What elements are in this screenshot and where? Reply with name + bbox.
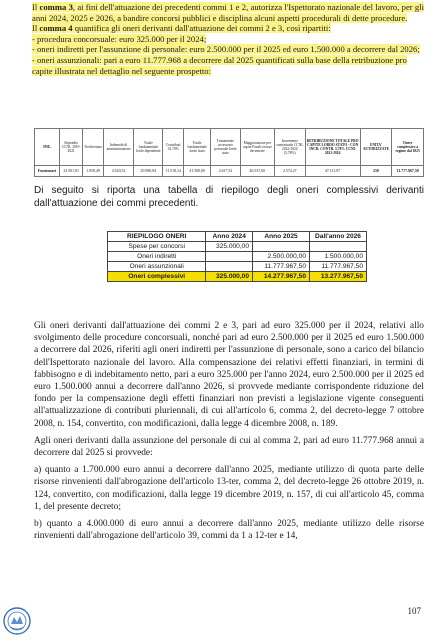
- summary-value: [253, 242, 310, 252]
- header-cell: Tredicesima: [83, 129, 104, 166]
- list-item-indiretti-text: - oneri indiretti per l'assunzione di personale: euro 2.500.000 per il 2025 ed euro 1.500.000 a decorrere dal 2026;: [32, 44, 420, 55]
- body-text: [34, 320, 424, 547]
- summary-value: [310, 242, 367, 252]
- summary-value: 11.777.967,50: [310, 262, 367, 272]
- summary-total-value: 13.277.967,50: [310, 272, 367, 282]
- p2-bold: comma 4: [39, 23, 73, 34]
- header-cell: Totale fondamentale lordo stato: [183, 129, 210, 166]
- summary-header: Dall'anno 2026: [310, 232, 367, 242]
- summary-table: [107, 231, 367, 282]
- summary-total-row: [108, 272, 367, 282]
- list-item-indiretti: [32, 44, 424, 55]
- body-paragraph-1: Gli oneri derivanti dall'attuazione dei commi 2 e 3, pari ad euro 325.000 per il 2024, relativi allo svolgimento delle procedure concorsuali, nonché pari ad euro 2.500.000 per il 2025 ed euro 1.500.000 a decorrere dal 2026, riferiti agli oneri indiretti per l'assunzione di personale, sono a carico del bilancio dell'Ispettorato nazionale del lavoro. Alla compensazione dei relativi effetti finanziari, in termini di fabbisogno e di indebitamento netto, pari a euro 325.000 per l'anno 2024, euro 2.500.000 per il 2025 ed euro 1.500.000 annui a decorrere dall'anno 2026, si provvede mediante corrispondente riduzione del fondo per la compensazione degli effetti finanziari non previsti a legislazione vigente conseguenti all'attualizzazione di contributi pluriennali, di cui all'articolo 6, comma 2, del decreto-legge 7 ottobre 2008, n. 154, convertito, con modificazioni, dalla legge 4 dicembre 2008, n. 189.: [34, 321, 424, 429]
- summary-header: Anno 2025: [253, 232, 310, 242]
- p1-prefix: Il: [32, 2, 40, 12]
- row-cell: 2.617,52: [211, 166, 240, 177]
- summary-total-value: 14.277.967,50: [253, 272, 310, 282]
- summary-value: 325.000,00: [206, 242, 253, 252]
- row-cell: 4.520,52: [103, 166, 133, 177]
- p1-text: , ai fini dell'attuazione dei precedenti commi 1 e 2, autorizza l'Ispettorato nazionale del lavoro, per gli anni 2024, 2025 e 2026, a bandire concorsi pubblici e disciplina alcuni aspetti procedurali di dette procedure.: [32, 2, 425, 23]
- list-item-concorsi: [32, 34, 424, 45]
- seal-icon: [2, 604, 32, 638]
- header-cell: Maggiorazione per capite Fondo risorse decentrate: [240, 129, 274, 166]
- body-paragraph-4: b) quanto a 4.000.000 di euro annui a decorrere dall'anno 2025, mediante utilizzo delle risorse rinvenienti dall'abrogazione dell'articolo 39, commi da 1 a 12-ter e 14,: [34, 519, 424, 542]
- summary-header-row: [108, 232, 367, 242]
- body-paragraph-2: Agli oneri derivanti dalla assunzione del personale di cui al comma 2, pari ad euro 11.777.968 annui a decorrere dal 2025 si provvede:: [34, 435, 424, 459]
- summary-intro: Di seguito si riporta una tabella di riepilogo degli oneri complessivi derivanti dall'attuazione dei commi precedenti.: [34, 185, 424, 209]
- row-cell: 1.958,49: [83, 166, 104, 177]
- paragraph-comma-4: [32, 23, 424, 34]
- p1-bold: comma 3: [39, 2, 73, 12]
- summary-value: 11.777.967,50: [253, 262, 310, 272]
- top-section: [32, 2, 424, 76]
- summary-label: Spese per concorsi: [108, 242, 206, 252]
- row-cell: 46.537,00: [240, 166, 274, 177]
- row-cell: Funzionari: [35, 166, 60, 177]
- header-cell: UNITA' AUTORIZZATE: [360, 129, 392, 166]
- row-cell: 11.777.967,50: [392, 166, 424, 177]
- header-cell: Incremento contrattuale CCNL 2022-2024 (5,78%): [275, 129, 306, 166]
- list-item-assunzionali: [32, 55, 424, 76]
- table-row: [35, 166, 424, 177]
- retribution-header-row: [35, 129, 424, 166]
- header-cell: Onere complessivo a regime dal 2025: [392, 129, 424, 166]
- list-item-concorsi-text: - procedura concorsuale: euro 325.000 per il 2024;: [32, 33, 207, 44]
- header-cell: Stipendio CCNL 2019-2021: [60, 129, 83, 166]
- row-cell: 250: [360, 166, 392, 177]
- table-row: [108, 262, 367, 272]
- list-item-assunzionali-text: - oneri assunzionali: pari a euro 11.777.968 a decorrere dal 2025 quantificati sulla base della retribuzione pro capite illustrata nel dettaglio nel seguente prospetto:: [32, 54, 407, 76]
- header-cell: Trattamento accessorio personale lordo stato: [211, 129, 240, 166]
- header-cell: INL: [35, 129, 60, 166]
- summary-value: [206, 262, 253, 272]
- row-cell: 2.574,27: [275, 166, 306, 177]
- summary-value: 1.500.000,00: [310, 252, 367, 262]
- row-cell: 47.111,87: [305, 166, 360, 177]
- summary-label: Oneri assunzionali: [108, 262, 206, 272]
- row-cell: 23.501,81: [60, 166, 83, 177]
- summary-total-value: 325.000,00: [206, 272, 253, 282]
- p2-text: quantifica gli oneri derivanti dall'attuazione dei commi 2 e 3, così ripartiti:: [72, 23, 331, 34]
- header-cell: Indennità di amministrazione: [103, 129, 133, 166]
- body-paragraph-3: a) quanto a 1.700.000 euro annui a decorrere dall'anno 2025, mediante utilizzo di quota parte delle risorse rinvenienti dall'abrogazione dell'articolo 13-ter, comma 2, del decreto-legge 26 ottobre 2019, n. 124, convertito, con modificazioni, dalla legge 19 dicembre 2019, n. 157, di cui all'articolo 45, comma 1, del presente decreto;: [34, 465, 424, 512]
- summary-value: 2.500.000,00: [253, 252, 310, 262]
- paragraph-comma-3: [32, 2, 424, 23]
- page-number: 107: [407, 606, 421, 616]
- header-cell: Totale fondamentale lordo dipendente: [134, 129, 163, 166]
- summary-header: Anno 2024: [206, 232, 253, 242]
- row-cell: 41.500,00: [183, 166, 210, 177]
- header-cell: RETRIBUZIONE TOTALE PRO CAPITE LORDO STATO - CON INCR. CONTR. 5,78% CCNL 2022-2024: [305, 129, 360, 166]
- p2-prefix: Il: [32, 23, 40, 34]
- header-cell: Contributi 32,70%: [163, 129, 184, 166]
- row-cell: 11.518,14: [163, 166, 184, 177]
- row-cell: 29.980,84: [134, 166, 163, 177]
- summary-value: [206, 252, 253, 262]
- summary-total-label: Oneri complessivi: [108, 272, 206, 282]
- table-row: [108, 252, 367, 262]
- table-row: [108, 242, 367, 252]
- retribution-table: [34, 128, 424, 177]
- summary-header: RIEPILOGO ONERI: [108, 232, 206, 242]
- summary-label: Oneri indiretti: [108, 252, 206, 262]
